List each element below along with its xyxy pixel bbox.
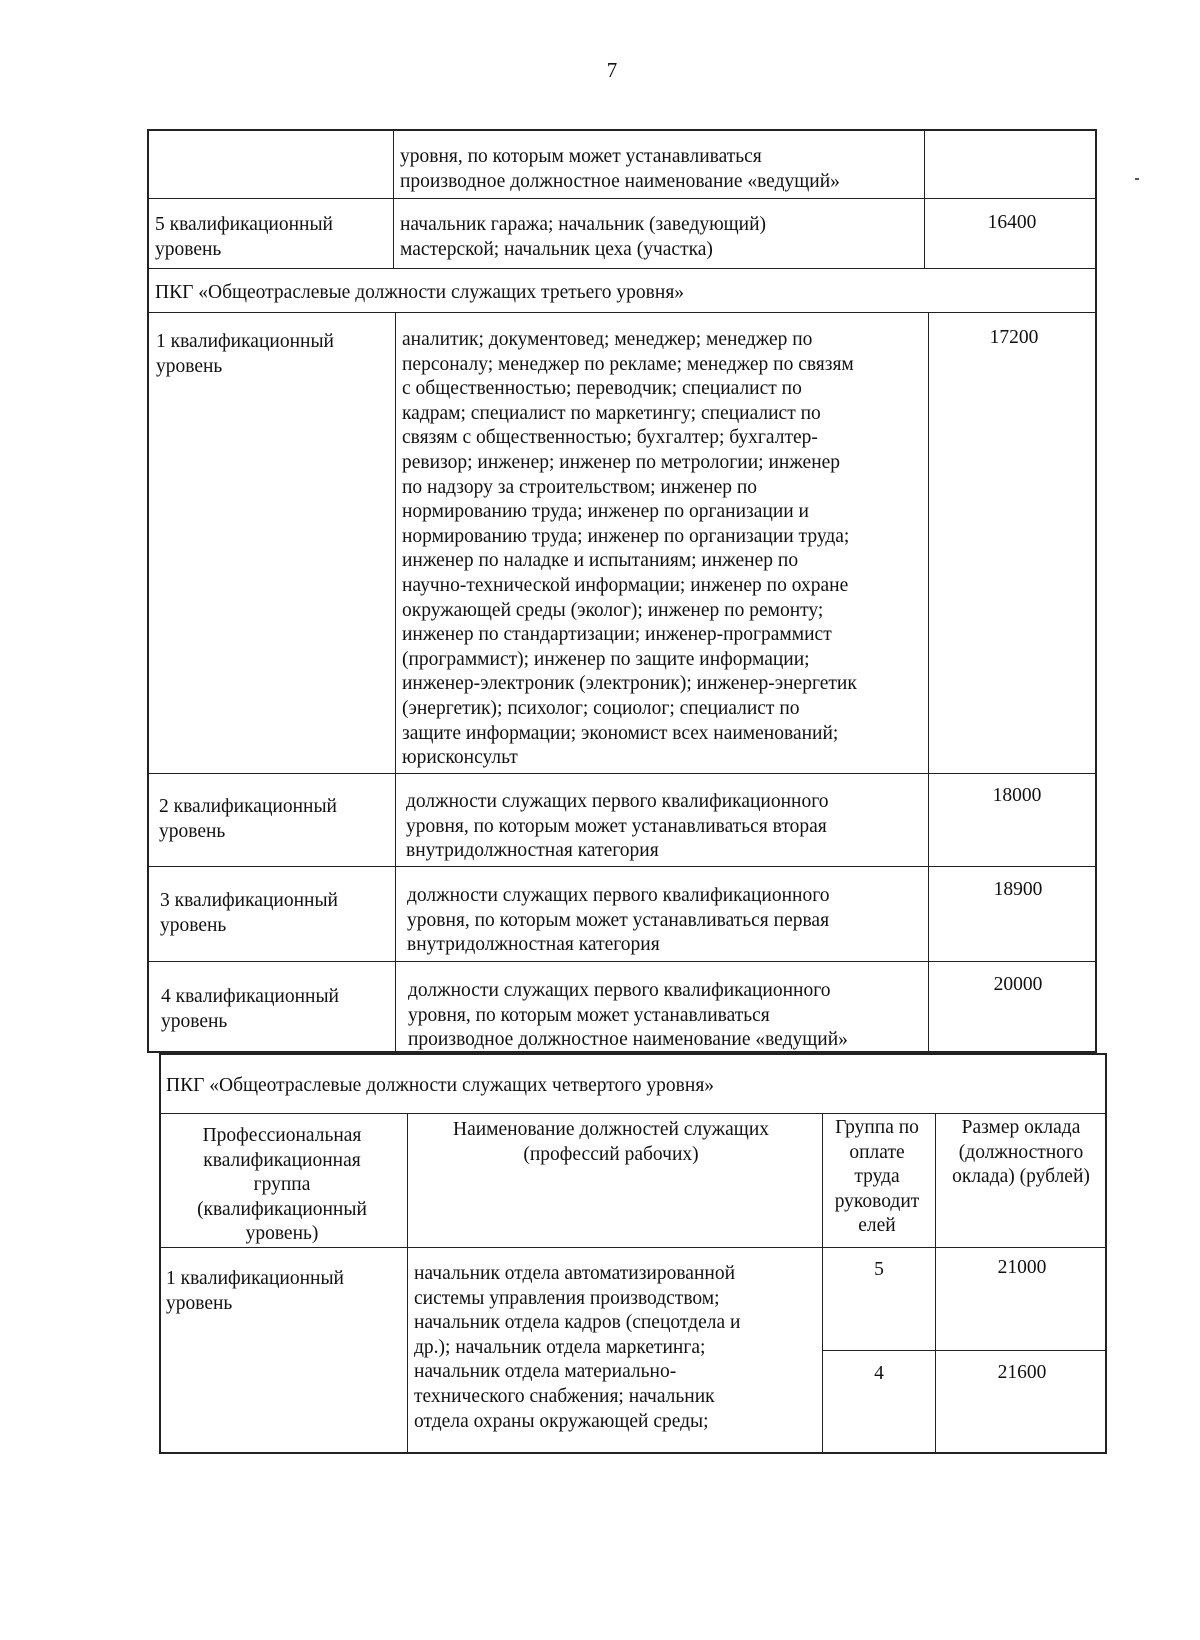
lower-rate-divider xyxy=(822,1350,1107,1351)
header-qualification-group: Профессиональная квалификационная группа (квалификационный уровень) xyxy=(197,1125,367,1245)
rate-2-salary: 21600 xyxy=(997,1362,1047,1383)
pkg3-level4-salary: 20000 xyxy=(993,974,1043,995)
rate-2-pay-group: 4 xyxy=(874,1363,884,1384)
pkg3-level2-salary: 18000 xyxy=(992,785,1042,806)
header-positions: Наименование должностей служащих (профессий рабочих) xyxy=(453,1119,769,1165)
upper-row-divider xyxy=(147,198,1097,199)
pkg3-level3-positions: должности служащих первого квалификационного уровня, по которым может устанавливаться первая внутридолжностная категория xyxy=(407,885,830,956)
header-salary: Размер оклада (должностного оклада) (рублей) xyxy=(952,1117,1090,1188)
pkg3-level3-name: 3 квалификационный уровень xyxy=(160,890,338,936)
pkg3-level3-salary: 18900 xyxy=(993,879,1043,900)
pkg3-level4-name: 4 квалификационный уровень xyxy=(161,986,339,1032)
pkg3-heading: ПКГ «Общеотраслевые должности служащих третьего уровня» xyxy=(155,282,685,303)
pkg3-level1-positions: аналитик; документовед; менеджер; менеджер по персоналу; менеджер по рекламе; менеджер по связям с общественностью; переводчик; специалист по кадрам; специалист по маркетингу; специалист по связям с общественностью; бухгалтер; бухгалтер- ревизор; инженер; инженер по метрологии; инженер по надзору за строительством; инженер по нормированию труда; инженер по организации и нормированию труда; инженер по организации труда; инженер по наладке и испытаниям; инженер по научно-технической информации; инженер по охране окружающей среды (эколог); инженер по ремонту; инженер по стандартизации; инженер-программист (программист); инженер по защите информации; инженер-электроник (электроник); инженер-энергетик (энергетик); психолог; социолог; специалист по защите информации; экономист всех наименований; юрисконсульт xyxy=(402,329,857,769)
pkg4-heading: ПКГ «Общеотраслевые должности служащих четвертого уровня» xyxy=(166,1075,715,1096)
pkg3-level2-name: 2 квалификационный уровень xyxy=(159,796,337,842)
lower-col-divider-1 xyxy=(407,1113,408,1454)
lower-row-divider xyxy=(159,1247,1107,1248)
upper-col-divider-1b xyxy=(395,313,396,1053)
level5-name: 5 квалификационный уровень xyxy=(155,214,333,260)
upper-row-divider xyxy=(147,268,1097,269)
upper-col-divider-2b xyxy=(928,313,929,1053)
pkg3-level2-positions: должности служащих первого квалификационного уровня, по которым может устанавливаться вторая внутридолжностная категория xyxy=(406,791,829,862)
pkg3-level1-salary: 17200 xyxy=(989,327,1039,348)
pkg3-level4-positions: должности служащих первого квалификационного уровня, по которым может устанавливаться производное должностное наименование «ведущий» xyxy=(408,980,848,1051)
upper-col-divider-2 xyxy=(924,129,925,269)
rate-1-pay-group: 5 xyxy=(874,1259,884,1280)
pkg3-level1-name: 1 квалификационный уровень xyxy=(156,331,334,377)
lower-col-divider-2 xyxy=(822,1113,823,1453)
rate-1-salary: 21000 xyxy=(997,1257,1047,1278)
level5-positions: начальник гаража; начальник (заведующий) мастерской; начальник цеха (участка) xyxy=(400,214,767,260)
upper-row-divider xyxy=(147,961,1097,962)
upper-row-divider xyxy=(147,773,1097,774)
scan-speck xyxy=(1135,178,1139,180)
level5-salary: 16400 xyxy=(987,212,1037,233)
page-number: 7 xyxy=(606,58,618,82)
upper-row-divider xyxy=(147,866,1097,867)
upper-col-divider-1 xyxy=(393,129,394,269)
header-pay-group: Группа по оплате труда руководит елей xyxy=(834,1117,920,1237)
lower-level1-positions: начальник отдела автоматизированной системы управления производством; начальник отдела кадров (спецотдела и др.); начальник отдела маркетинга; начальник отдела материально- технического снабжения; начальник отдела охраны окружающей среды; xyxy=(414,1263,741,1432)
lower-col-divider-3 xyxy=(935,1113,936,1452)
continued-positions: уровня, по которым может устанавливаться производное должностное наименование «ведущий» xyxy=(400,146,840,192)
lower-row-divider xyxy=(159,1113,1107,1114)
lower-level1-name: 1 квалификационный уровень xyxy=(166,1268,344,1314)
upper-row-divider xyxy=(147,312,1097,313)
